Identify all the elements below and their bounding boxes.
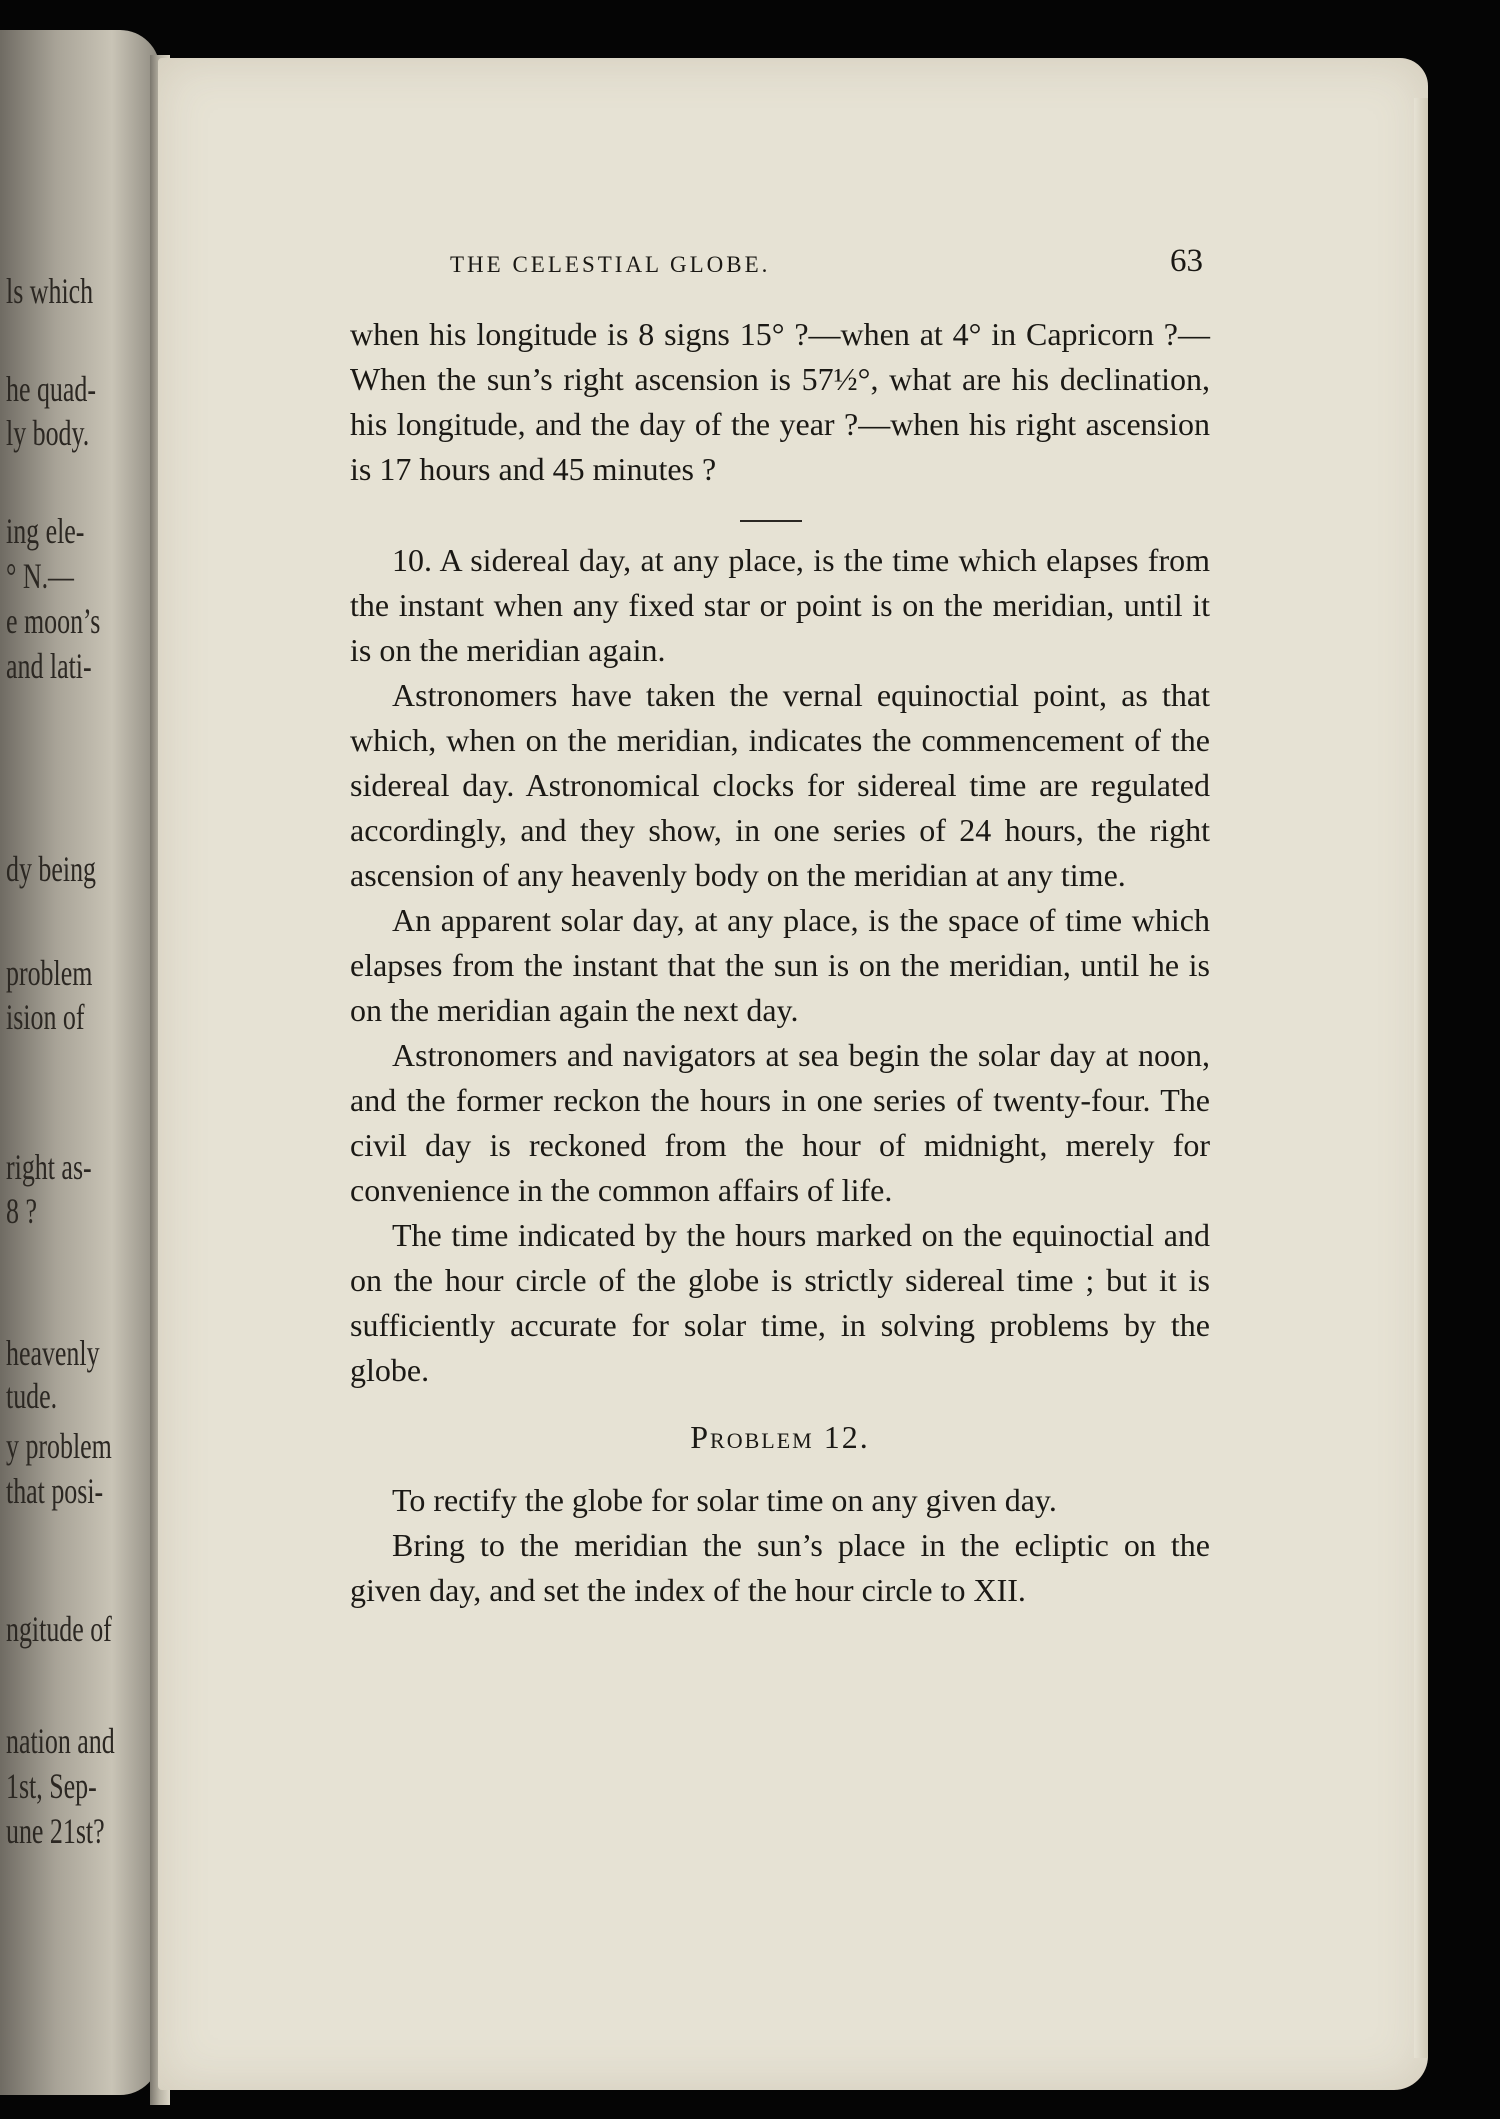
- problem-instructions: Bring to the meridian the sun’s place in the ecliptic on the given day, and set the index of the hour circle to XII.: [350, 1527, 1210, 1608]
- left-page-fragment: problem: [6, 953, 93, 993]
- left-page-fragment: ° N.—: [6, 556, 74, 596]
- left-page-fragment: ngitude of: [6, 1609, 112, 1649]
- left-page-fragment: dy being: [6, 849, 96, 889]
- left-page-fragment: ision of: [6, 997, 85, 1037]
- left-page-fragment: that posi-: [6, 1471, 104, 1511]
- problem-heading: Problem 12.: [690, 1419, 870, 1455]
- paragraph-continued: when his longitude is 8 signs 15° ?—when at 4° in Capricorn ?—When the sun’s right ascension is 57½°, what are his declination, his longitude, and the day of the year ?—when his right ascension is 17 hours and 45 minutes ?: [350, 316, 1210, 487]
- left-page-fragment: nation and: [6, 1721, 115, 1761]
- left-page-fragment: une 21st?: [6, 1811, 105, 1851]
- left-page-fragment: y problem: [6, 1426, 112, 1466]
- left-page-fragment: ly body.: [6, 413, 90, 453]
- problem-statement: To rectify the globe for solar time on any given day.: [392, 1482, 1057, 1518]
- paragraph-solar-day: An apparent solar day, at any place, is the space of time which elapses from the instant that the sun is on the meridian, until he is on the meridian again the next day.: [350, 902, 1210, 1028]
- left-page-fragment: he quad-: [6, 369, 96, 409]
- left-page: [0, 30, 160, 2095]
- page-body: [350, 312, 1210, 1613]
- running-head: THE CELESTIAL GLOBE.: [450, 252, 771, 277]
- page-number: 63: [1170, 243, 1203, 279]
- page-edge: [1414, 98, 1428, 2058]
- section-rule: [740, 520, 802, 522]
- left-page-fragment: 1st, Sep-: [6, 1766, 97, 1806]
- left-page-fragment: tude.: [6, 1376, 58, 1416]
- paragraph-astronomers: Astronomers have taken the vernal equinoctial point, as that which, when on the meridian, indicates the commencement of the sidereal day. Astronomical clocks for sidereal time are regulated accordingly, and they show, in one series of 24 hours, the right ascension of any heavenly body on the meridian at any time.: [350, 677, 1210, 893]
- left-page-fragment: 8 ?: [6, 1191, 37, 1231]
- left-page-fragment: ls which: [6, 271, 94, 311]
- left-page-fragment: right as-: [6, 1147, 92, 1187]
- left-page-fragment: ing ele-: [6, 511, 85, 551]
- paragraph-navigators: Astronomers and navigators at sea begin the solar day at noon, and the former reckon the hours in one series of twenty-four. The civil day is reckoned from the hour of midnight, merely for convenience in the common affairs of life.: [350, 1037, 1210, 1208]
- left-page-fragment: and lati-: [6, 646, 92, 686]
- left-page-fragment: heavenly: [6, 1333, 100, 1373]
- paragraph-time-indicated: The time indicated by the hours marked on the equinoctial and on the hour circle of the globe is strictly sidereal time ; but it is sufficiently accurate for solar time, in solving problems by the globe.: [350, 1217, 1210, 1388]
- left-page-fragment: e moon’s: [6, 601, 101, 641]
- paragraph-sidereal-day: 10. A sidereal day, at any place, is the time which elapses from the instant when any fixed star or point is on the meridian, until it is on the meridian again.: [350, 542, 1210, 668]
